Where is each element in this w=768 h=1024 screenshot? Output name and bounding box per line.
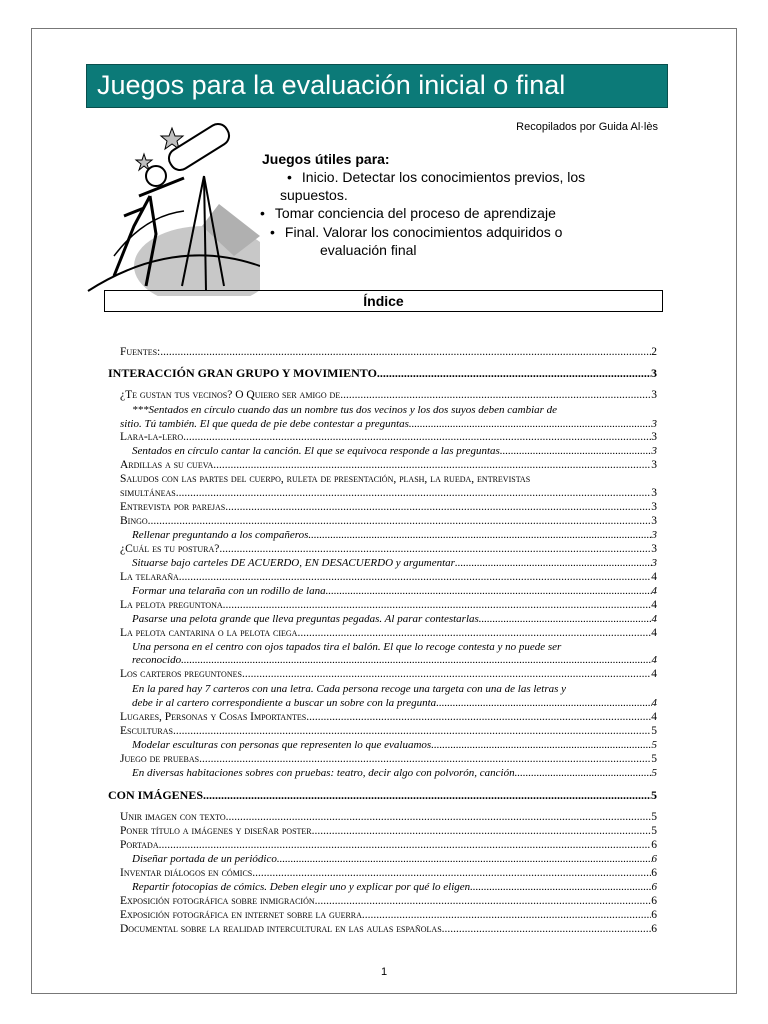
toc-entry: Saludos con las partes del cuerpo, ruleta de presentación, plash, la rueda, entrevistas <box>120 473 531 485</box>
toc-entry[interactable]: La pelota cantarina o la pelota ciega ..... 4 <box>120 626 657 640</box>
toc-description[interactable]: Formar una telaraña con un rodillo de lana ..... 4 <box>132 584 657 598</box>
toc-entry[interactable]: Exposición fotográfica sobre inmigración ..... 6 <box>120 894 657 908</box>
toc-description[interactable]: Modelar esculturas con personas que representen lo que evaluamos ..... 5 <box>132 738 657 752</box>
toc-entry[interactable]: Unir imagen con texto ..... 5 <box>120 810 657 824</box>
bullet-item: • Tomar conciencia del proceso de aprendizaje <box>260 205 556 221</box>
toc-section-heading[interactable]: CON IMÁGENES ..... 5 <box>108 788 657 802</box>
toc-entry[interactable]: Lara-la-lero ..... 3 <box>120 430 657 444</box>
bullet-item-continuation: supuestos. <box>280 187 348 203</box>
toc-entry[interactable]: Bingo ..... 3 <box>120 514 657 528</box>
toc-entry[interactable]: Exposición fotográfica en internet sobre la guerra ..... 6 <box>120 908 657 922</box>
toc-description[interactable]: Diseñar portada de un periódico ..... 6 <box>132 852 657 866</box>
toc-description[interactable]: En diversas habitaciones sobres con pruebas: teatro, decir algo con polvorón, canción ..... 5 <box>132 766 657 780</box>
toc-description[interactable]: debe ir al cartero correspondiente a buscar un sobre con la pregunta ..... 4 <box>132 696 657 710</box>
toc-description: Una persona en el centro con ojos tapados tira el balón. El que lo recoge contesta y no puede ser <box>132 641 562 653</box>
toc-entry[interactable]: Poner título a imágenes y diseñar poster ..... 5 <box>120 824 657 838</box>
bullet-item-continuation: evaluación final <box>320 242 417 258</box>
toc-entry[interactable]: Ardillas a su cueva ..... 3 <box>120 458 657 472</box>
toc-entry[interactable]: Los carteros preguntones ..... 4 <box>120 667 657 681</box>
bullet-item: • Inicio. Detectar los conocimientos previos, los <box>287 169 586 185</box>
toc-description[interactable]: Sentados en círculo cantar la canción. El que se equivoca responde a las preguntas ..... 3 <box>132 444 657 458</box>
toc-entry[interactable]: Portada ..... 6 <box>120 838 657 852</box>
toc-description[interactable]: Situarse bajo carteles DE ACUERDO, EN DESACUERDO y argumentar ..... 3 <box>132 556 657 570</box>
toc-entry[interactable]: Esculturas ..... 5 <box>120 724 657 738</box>
index-heading: Índice <box>104 290 663 312</box>
page-number: 1 <box>380 966 388 978</box>
uses-heading: Juegos útiles para: <box>262 151 390 167</box>
toc-description[interactable]: Rellenar preguntando a los compañeros ..... 3 <box>132 528 657 542</box>
toc-entry[interactable]: La telaraña ..... 4 <box>120 570 657 584</box>
toc-entry[interactable]: Inventar diálogos en cómics ..... 6 <box>120 866 657 880</box>
toc-entry[interactable]: ¿Cuál es tu postura? ..... 3 <box>120 542 657 556</box>
bullet-item: • Final. Valorar los conocimientos adquiridos o <box>270 224 563 240</box>
toc-description[interactable]: Repartir fotocopias de cómics. Deben elegir uno y explicar por qué lo eligen ..... 6 <box>132 880 657 894</box>
toc-description: En la pared hay 7 carteros con una letra. Cada persona recoge una targeta con una de las letras y <box>132 683 567 695</box>
toc-description[interactable]: Pasarse una pelota grande que lleva preguntas pegadas. Al parar contestarlas ..... 4 <box>132 612 657 626</box>
toc-entry[interactable]: Fuentes: ..... 2 <box>120 345 657 359</box>
document-title: Juegos para la evaluación inicial o final <box>97 70 566 100</box>
credit-line: Recopilados por Guida Al·lès <box>516 121 658 133</box>
toc-description: ***Sentados en círculo cuando das un nombre tus dos vecinos y los dos suyos deben cambiar de <box>132 404 558 416</box>
toc-description[interactable]: reconocido ..... 4 <box>132 653 657 667</box>
toc-entry[interactable]: Entrevista por parejas ..... 3 <box>120 500 657 514</box>
toc-entry[interactable]: Documental sobre la realidad intercultural en las aulas españolas ..... 6 <box>120 922 657 936</box>
toc-entry[interactable]: La pelota preguntona ..... 4 <box>120 598 657 612</box>
toc-section-heading[interactable]: INTERACCIÓN GRAN GRUPO Y MOVIMIENTO ..... 3 <box>108 366 657 380</box>
toc-entry[interactable]: Juego de pruebas ..... 5 <box>120 752 657 766</box>
toc-entry[interactable]: Lugares, Personas y Cosas Importantes ..... 4 <box>120 710 657 724</box>
toc-description[interactable]: sitio. Tú también. El que queda de pie debe contestar a preguntas ..... 3 <box>120 417 657 431</box>
toc-entry[interactable]: ¿Te gustan tus vecinos? O Quiero ser amigo de ..... 3 <box>120 388 657 402</box>
toc-entry[interactable]: simultáneas ..... 3 <box>120 486 657 500</box>
